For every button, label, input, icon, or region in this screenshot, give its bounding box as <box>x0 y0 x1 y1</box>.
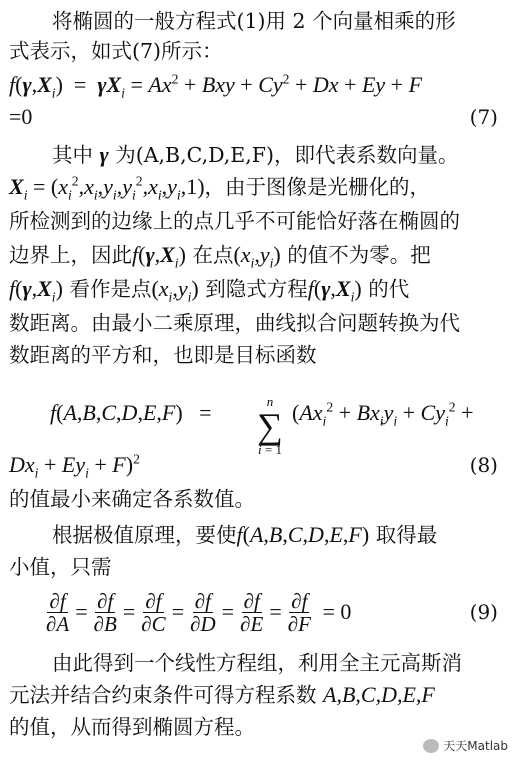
paragraph-5-line-1: 由此得到一个线性方程组，利用全主元高斯消 <box>52 651 462 675</box>
text-segment: 的代 <box>368 277 410 301</box>
paragraph-3: 的值最小来确定各系数值。 <box>9 487 255 511</box>
text-segment: ，由于图像是光栅化的， <box>204 175 431 199</box>
text-segment: 其中 <box>52 143 93 167</box>
text-segment: 到隐式方程 <box>205 277 308 301</box>
partial-fraction: $\frac{\partial f}{\partial E}$ <box>240 588 264 636</box>
text-segment: 元法并结合约束条件可得方程系数 <box>9 683 317 707</box>
partial-fraction: $\frac{\partial f}{\partial D}$ <box>190 588 216 636</box>
math-inline: $f(\gamma,X_i)$ <box>9 276 63 305</box>
paragraph-2-line-3: 所检测到的边缘上的点几乎不可能恰好落在椭圆的 <box>9 209 460 233</box>
equation-9: $\frac{\partial f}{\partial A}$ = $\frac{\partial f}{\partial B}$ = $\frac{\partial f}{\partial C}$ = $\frac{\partial f}{\partial D}$ = $\frac{\partial f}{\partial E}$ = $\frac{\partial f}{\partial F}$ = 0 <box>46 588 352 636</box>
equation-8-number: (8) <box>469 453 498 477</box>
equation-7-number: (7) <box>469 105 498 129</box>
text-segment: 看作是点 <box>69 277 152 301</box>
equation-8-lhs: f(A,B,C,D,E,F) = <box>50 400 212 425</box>
partial-fraction: $\frac{\partial f}{\partial F}$ <box>287 588 311 636</box>
equation-7: $f(\gamma,X_i) = \gamma X_i = Ax^2$ + Bxy + $Cy^2 + Dx + Ey + F$ <box>9 71 423 101</box>
paragraph-5-line-3: 的值，从而得到椭圆方程。 <box>9 715 255 739</box>
summation-sign: n ∑ i = 1 <box>257 394 283 457</box>
paragraph-2-line-1 <box>52 140 507 170</box>
math-inline: $f(\gamma,X_i)$ <box>132 242 186 271</box>
text-segment: 的值不为零。把 <box>287 243 431 267</box>
math-inline: $(x_i,y_i)$ <box>151 276 199 305</box>
partial-fraction: $\frac{\partial f}{\partial C}$ <box>141 588 166 636</box>
math-inline: $f(\gamma,X_i)$ <box>307 276 362 305</box>
equation-7-rhs <box>9 102 507 132</box>
coefficient-list: A,B,C,D,E,F <box>323 682 435 707</box>
paragraph-2-line-7: 数距离的平方和，也即是目标函数 <box>9 343 317 367</box>
paragraph-5-line-2 <box>9 680 507 710</box>
equation-7-zero: =0 <box>9 104 33 129</box>
text-segment: 在点 <box>192 243 234 267</box>
paragraph-2-line-5 <box>9 274 507 304</box>
watermark <box>423 737 508 754</box>
equation-8-rhs: ($Ax_i^2 + Bx_iy_i + Cy_i^2$ + <box>292 399 474 429</box>
math-inline: f(A,B,C,D,E,F) <box>236 522 370 547</box>
text-segment: 取得最 <box>375 523 438 547</box>
paragraph-2-line-2 <box>9 172 507 202</box>
x-vector-definition: $X_i = (x_i^2,x_i,y_i,y_i^2,x_i,y_i,1)$ <box>9 173 205 203</box>
paragraph-4-line-2: 小值，只需 <box>9 555 112 579</box>
partial-fraction: $\frac{\partial f}{\partial A}$ <box>46 588 70 636</box>
paragraph-4-line-1 <box>52 520 507 550</box>
watermark-text: 天天Matlab <box>443 739 508 753</box>
paragraph-2-line-6: 数距离。由最小二乘原理，曲线拟合问题转换为代 <box>9 311 460 335</box>
gamma-symbol: γ <box>99 142 109 167</box>
wechat-icon <box>423 739 439 753</box>
text-segment: 根据极值原理，要使 <box>52 523 237 547</box>
partial-fraction: $\frac{\partial f}{\partial B}$ <box>93 588 117 636</box>
text-segment: 为(A,B,C,D,E,F)，即代表系数向量。 <box>115 143 459 167</box>
text-segment: 边界上，因此 <box>9 243 132 267</box>
paragraph-2-line-4 <box>9 240 507 270</box>
equation-8-continuation: $Dx_i + Ey_i + F)^2$ (8) <box>9 451 498 481</box>
paragraph-1-line-2: 式表示，如式(7)所示： <box>9 39 223 63</box>
paragraph-1-line-1: 将椭圆的一般方程式(1)用 2 个向量相乘的形 <box>52 9 456 33</box>
equation-9-number: (9) <box>469 600 498 624</box>
math-inline: $(x_i,y_i)$ <box>233 242 281 271</box>
